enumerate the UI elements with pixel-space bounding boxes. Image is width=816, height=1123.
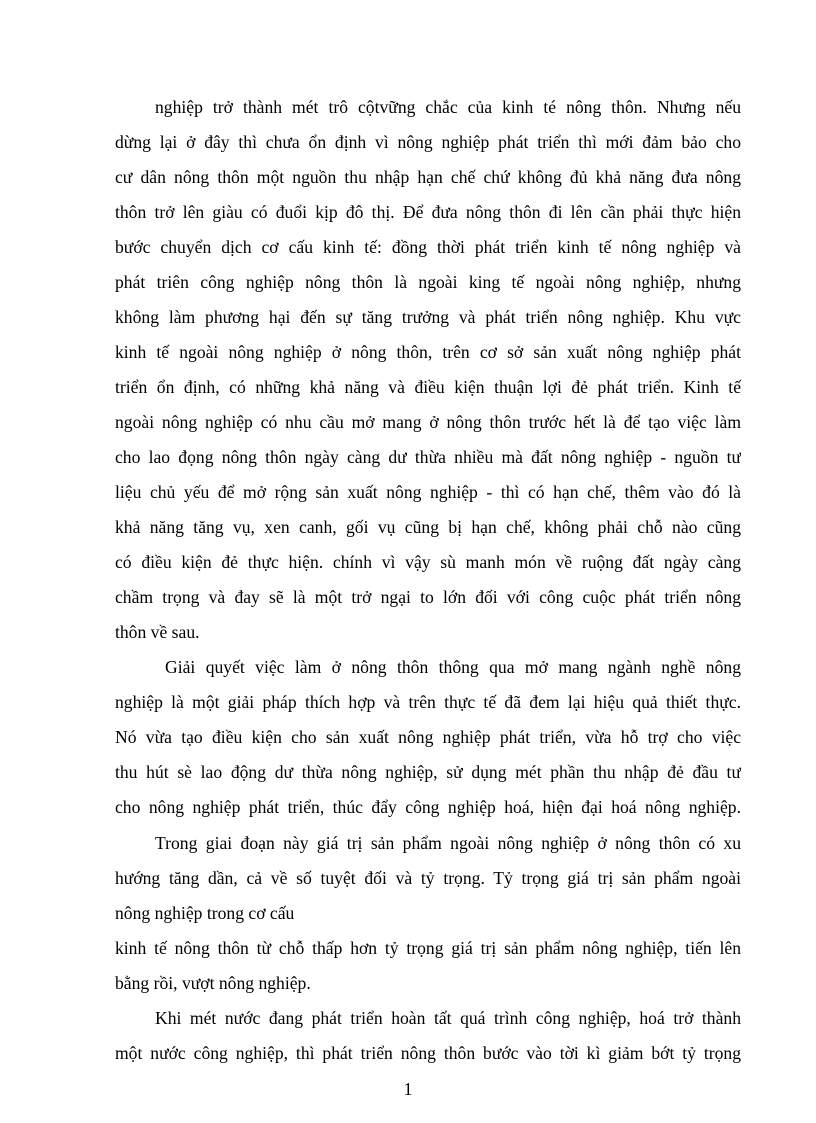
page-number: 1 <box>403 1079 413 1099</box>
text-line: thu hút sè lao động dư thừa nông nghiệp, sử dụng mét phần thu nhập đẻ đầu tư <box>115 762 741 782</box>
text-line: nông nghiệp trong cơ cấu <box>115 903 295 923</box>
text-line: dừng lại ở đây thì chưa ổn định vì nông nghiệp phát triển thì mới đảm bảo cho <box>115 132 741 152</box>
text-line: Giải quyết việc làm ở nông thôn thông qua mở mang ngành nghề nông <box>165 657 741 677</box>
text-line: chầm trọng và đay sẽ là một trở ngại to lớn đối với công cuộc phát triển nông <box>115 587 741 607</box>
text-line: thôn về sau. <box>115 622 200 642</box>
text-line: cho lao đọng nông thôn ngày càng dư thừa nhiều mà đất nông nghiệp - nguồn tư <box>115 447 741 467</box>
text-line: không làm phương hại đến sự tăng trưởng và phát triển nông nghiệp. Khu vực <box>115 307 741 327</box>
text-line: khả năng tăng vụ, xen canh, gối vụ cũng bị hạn chế, không phải chỗ nào cũng <box>115 517 741 537</box>
text-line: một nước công nghiệp, thì phát triển nông thôn bước vào tời kì giảm bớt tỷ trọng <box>115 1043 741 1063</box>
text-line: có điều kiện đẻ thực hiện. chính vì vậy sù manh món về ruộng đất ngày càng <box>115 552 741 572</box>
text-line: nghiệp trở thành mét trô cộtvững chắc của kinh té nông thôn. Nhưng nếu <box>155 97 741 117</box>
text-line: thôn trở lên giàu có đuổi kịp đô thị. Để đưa nông thôn đi lên cần phải thực hiện <box>115 202 741 222</box>
text-line: phát triên công nghiệp nông thôn là ngoài king tế ngoài nông nghiệp, nhưng <box>115 272 741 292</box>
text-line: Nó vừa tạo điều kiện cho sản xuất nông nghiệp phát triển, vừa hỗ trợ cho việc <box>115 727 741 747</box>
text-line: kinh tế ngoài nông nghiệp ở nông thôn, trên cơ sở sản xuất nông nghiệp phát <box>115 342 741 362</box>
text-line: triển ổn định, có những khả năng và điều kiện thuận lợi đẻ phát triển. Kinh tế <box>115 377 741 397</box>
text-line: Khi mét nước đang phát triển hoàn tất quá trình công nghiệp, hoá trở thành <box>155 1008 741 1028</box>
text-line: hướng tăng dần, cả về số tuyệt đối và tỷ trọng. Tỷ trọng giá trị sản phẩm ngoài <box>115 868 741 888</box>
text-line: ngoài nông nghiệp có nhu cầu mở mang ở nông thôn trước hết là để tạo việc làm <box>115 412 741 432</box>
text-line: bằng rồi, vượt nông nghiệp. <box>115 973 311 993</box>
text-line: cư dân nông thôn một nguồn thu nhập hạn chế chứ không đủ khả năng đưa nông <box>115 167 741 187</box>
text-line: liệu chủ yếu để mở rộng sản xuất nông nghiệp - thì có hạn chế, thêm vào đó là <box>115 482 741 502</box>
text-line: cho nông nghiệp phát triển, thúc đẩy công nghiệp hoá, hiện đại hoá nông nghiệp. <box>115 797 741 817</box>
text-line: Trong giai đoạn này giá trị sản phẩm ngoài nông nghiệp ở nông thôn có xu <box>155 833 741 853</box>
text-line: nghiệp là một giải pháp thích hợp và trên thực tế đã đem lại hiệu quả thiết thực. <box>115 692 741 712</box>
text-line: bước chuyển dịch cơ cấu kinh tế: đồng thời phát triển kinh tế nông nghiệp và <box>115 237 741 257</box>
text-line: kinh tế nông thôn từ chỗ thấp hơn tỷ trọng giá trị sản phẩm nông nghiệp, tiến lên <box>115 938 741 958</box>
